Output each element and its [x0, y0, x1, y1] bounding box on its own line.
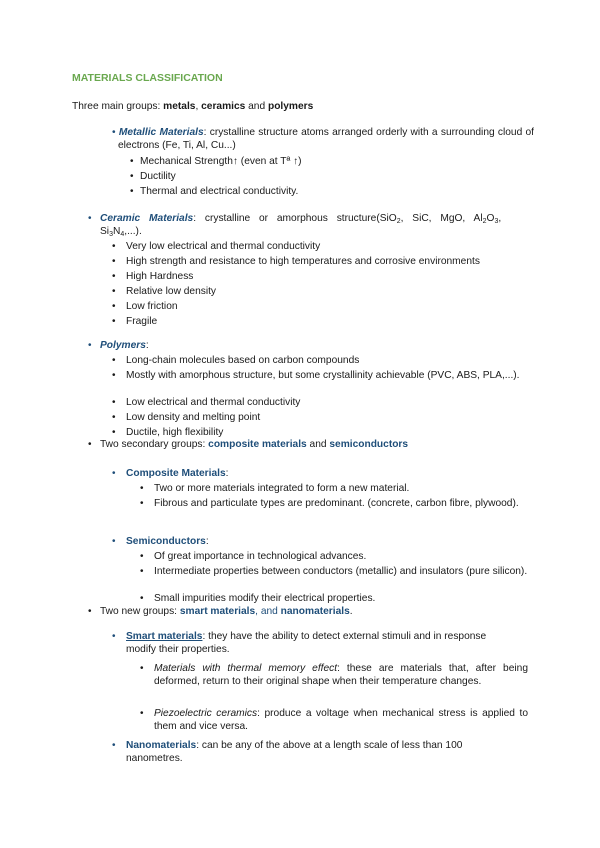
polymers-label: Polymers	[100, 340, 146, 351]
bullet-icon: •	[88, 340, 92, 351]
bullet-icon: •	[140, 551, 144, 562]
composite-materials-label: Composite Materials	[126, 468, 226, 479]
page-title: MATERIALS CLASSIFICATION	[72, 72, 223, 84]
subscript: 4	[120, 231, 125, 238]
intro-line	[72, 100, 532, 113]
ceramic-item-3: High Hardness	[126, 271, 194, 282]
piezoelectric-label: Piezoelectric ceramics	[154, 708, 258, 719]
bullet-icon: •	[112, 370, 116, 381]
ceramic-item-1: Very low electrical and thermal conductivity	[126, 241, 321, 252]
composite-materials-link: composite materials	[208, 439, 307, 450]
ceramic-desc-part: N	[112, 226, 121, 237]
new-groups-line	[100, 605, 353, 618]
semiconductors-item	[126, 535, 209, 548]
metallic-item-1: Mechanical Strength↑ (even at Tª ↑)	[140, 156, 302, 167]
semiconductors-link: semiconductors	[329, 439, 409, 450]
semiconductors-label: Semiconductors	[126, 536, 206, 547]
smart-item-1	[154, 662, 528, 688]
bullet-icon: •	[112, 127, 116, 138]
bullet-icon: •	[140, 663, 144, 674]
bullet-icon: •	[112, 397, 116, 408]
semiconductors-item-1: Of great importance in technological advances.	[154, 551, 367, 562]
thermal-memory-desc: : these are materials that, after being deformed, return to their original shape when their temperature changes.	[154, 663, 528, 687]
bullet-icon: •	[112, 256, 116, 267]
nanomaterials-item	[126, 739, 510, 765]
thermal-memory-label: Materials with thermal memory effect	[154, 663, 338, 674]
intro-sep1: ,	[195, 101, 202, 112]
intro-sep2: and	[245, 101, 268, 112]
bullet-icon: •	[140, 483, 144, 494]
polymers-item	[100, 339, 149, 352]
ceramic-materials-label: Ceramic Materials	[100, 213, 194, 224]
semiconductors-item-3: Small impurities modify their electrical properties.	[154, 593, 376, 604]
ceramic-materials-item	[100, 212, 528, 238]
bullet-icon: •	[88, 439, 92, 450]
new-groups-prefix: Two new groups:	[100, 606, 180, 617]
bullet-icon: •	[112, 355, 116, 366]
smart-item-2	[154, 707, 528, 733]
bullet-icon: •	[88, 213, 92, 224]
subscript: 2	[482, 218, 487, 225]
metallic-materials-desc: : crystalline structure atoms arranged orderly with a surrounding cloud of electrons (Fe, Ti, Al, Cu...)	[118, 127, 535, 151]
bullet-icon: •	[140, 708, 144, 719]
piezoelectric-desc: : produce a voltage when mechanical stress is applied to them and vice versa.	[154, 708, 529, 732]
polymers-item-1: Long-chain molecules based on carbon compounds	[126, 355, 360, 366]
ceramic-desc-part: O	[486, 213, 495, 224]
metallic-materials-item	[112, 126, 534, 152]
smart-materials-item	[126, 630, 496, 656]
semiconductors-item-2: Intermediate properties between conductors (metallic) and insulators (pure silicon).	[154, 566, 528, 577]
nanomaterials-desc: : can be any of the above at a length scale of less than 100 nanometres.	[126, 740, 463, 764]
bullet-icon: •	[130, 186, 134, 197]
bullet-icon: •	[112, 316, 116, 327]
nanomaterials-link: nanomaterials	[280, 606, 350, 617]
new-groups-end: .	[349, 606, 353, 617]
polymers-item-2: Mostly with amorphous structure, but some crystallinity achievable (PVC, ABS, PLA,...).	[126, 370, 520, 381]
intro-prefix: Three main groups:	[72, 101, 164, 112]
bullet-icon: •	[112, 536, 116, 547]
ceramic-item-5: Low friction	[126, 301, 178, 312]
subscript: 2	[396, 218, 401, 225]
smart-materials-label[interactable]: Smart materials	[126, 631, 203, 642]
secondary-prefix: Two secondary groups:	[100, 439, 209, 450]
subscript: 3	[109, 231, 113, 238]
intro-metals: metals	[163, 101, 196, 112]
metallic-materials-label: Metallic Materials	[118, 127, 204, 138]
bullet-icon: •	[112, 286, 116, 297]
bullet-icon: •	[112, 427, 116, 438]
polymers-item-3: Low electrical and thermal conductivity	[126, 397, 301, 408]
composite-item-2: Fibrous and particulate types are predominant. (concrete, carbon fibre, plywood).	[154, 498, 519, 509]
ceramic-item-6: Fragile	[126, 316, 158, 327]
bullet-icon: •	[140, 566, 144, 577]
smart-materials-desc: : they have the ability to detect external stimuli and in response modify their properties.	[126, 631, 487, 655]
ceramic-item-2: High strength and resistance to high temperatures and corrosive environments	[126, 256, 480, 267]
bullet-icon: •	[130, 156, 134, 167]
ceramic-item-4: Relative low density	[126, 286, 217, 297]
bullet-icon: •	[112, 301, 116, 312]
bullet-icon: •	[112, 468, 116, 479]
bullet-icon: •	[112, 241, 116, 252]
secondary-groups-line	[100, 438, 408, 451]
smart-materials-link: smart materials	[179, 606, 256, 617]
bullet-icon: •	[88, 606, 92, 617]
subscript: 3	[494, 218, 499, 225]
composite-item-1: Two or more materials integrated to form a new material.	[154, 483, 410, 494]
ceramic-desc-part: , Si	[100, 213, 502, 237]
bullet-icon: •	[112, 412, 116, 423]
new-groups-sep: , and	[255, 606, 281, 617]
bullet-icon: •	[140, 498, 144, 509]
bullet-icon: •	[112, 631, 116, 642]
ceramic-desc-part: : crystalline or amorphous structure(SiO	[193, 213, 397, 224]
composite-colon: :	[225, 468, 229, 479]
semiconductors-colon: :	[205, 536, 209, 547]
polymers-item-4: Low density and melting point	[126, 412, 261, 423]
metallic-item-2: Ductility	[140, 171, 176, 182]
polymers-colon: :	[145, 340, 149, 351]
ceramic-desc-part: ,...).	[124, 226, 142, 237]
nanomaterials-label: Nanomaterials	[126, 740, 197, 751]
bullet-icon: •	[112, 271, 116, 282]
ceramic-desc-part: , SiC, MgO, Al	[400, 213, 483, 224]
intro-polymers: polymers	[267, 101, 314, 112]
intro-ceramics: ceramics	[201, 101, 246, 112]
metallic-item-3: Thermal and electrical conductivity.	[140, 186, 299, 197]
polymers-item-5: Ductile, high flexibility	[126, 427, 224, 438]
secondary-sep: and	[306, 439, 330, 450]
bullet-icon: •	[140, 593, 144, 604]
composite-materials-item	[126, 467, 228, 480]
bullet-icon: •	[130, 171, 134, 182]
bullet-icon: •	[112, 740, 116, 751]
